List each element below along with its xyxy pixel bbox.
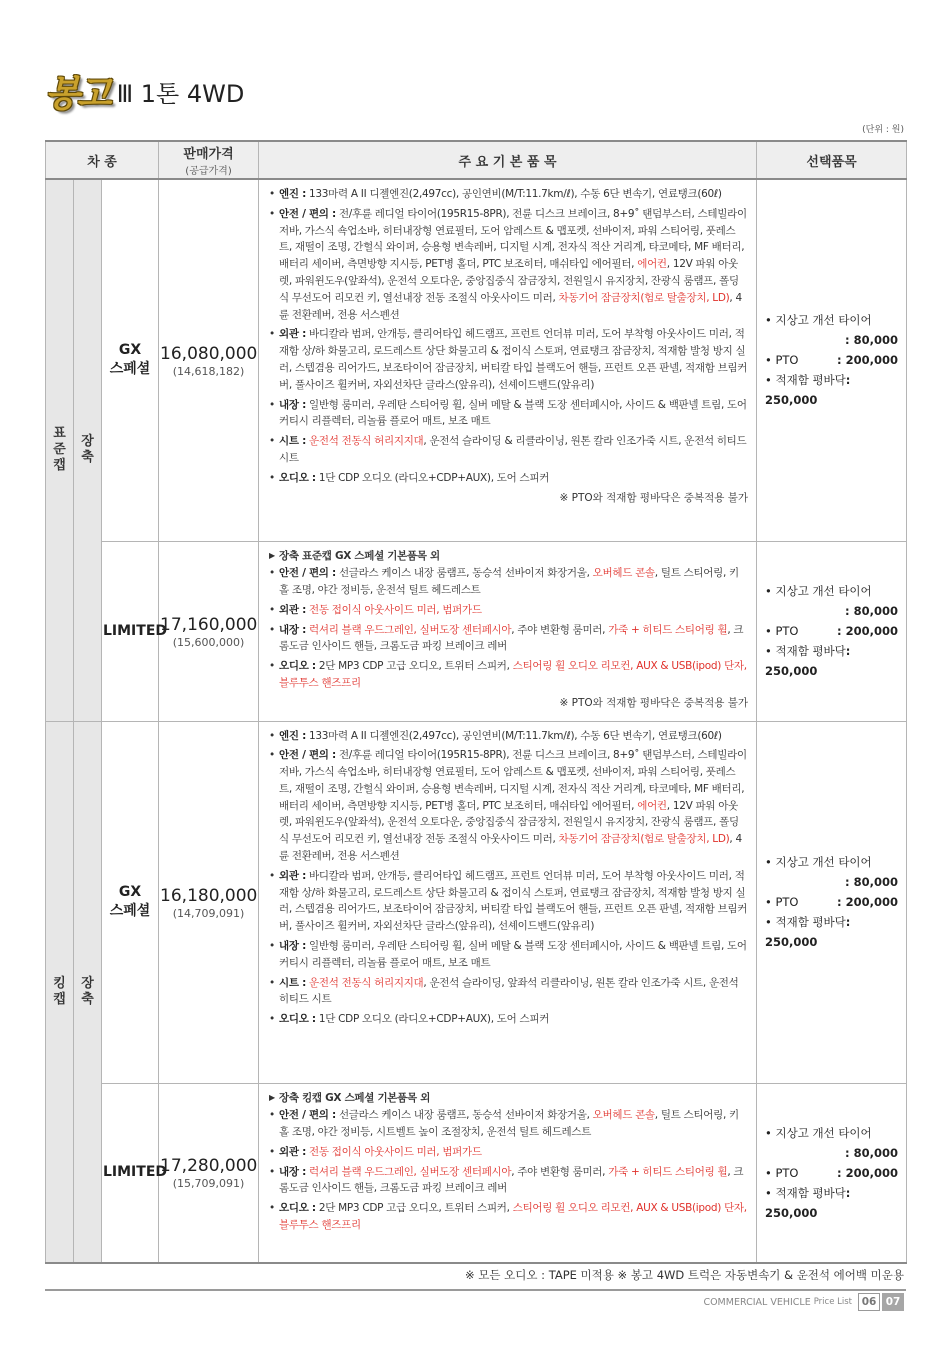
feature-audio: • 오디오 : 1단 CDP 오디오 (라디오+CDP+AUX), 도어 스피커 — [269, 1011, 748, 1028]
exclusive-note: ※ PTO와 적재함 평바닥은 중복적용 불가 — [559, 696, 749, 709]
table-header-row — [46, 141, 907, 179]
feature-exterior: • 외관 : 바디칼라 범퍼, 안개등, 클리어타입 헤드램프, 프런트 언더뷰 미러, 도어 부착형 아웃사이드 미러, 적재함 상/하 화물고리, 로드레스트 상단 화물고리 & 접이식 스토퍼, 연료탱크 잠금장치, 적재함 발청 방지 실러, 스텝겸용 리어가드, 보조타이어 잠금장치, 버티칼 타입 블랙도어 핸들, 프런트 오픈 판넬, 적재함 브림커버, 풀사이즈 휠커버, 자외선차단 글라스(앞유리), 선셰이드밴드(앞유리) — [269, 326, 748, 393]
exclusive-note: ※ PTO와 적재함 평바닥은 중복적용 불가 — [559, 491, 749, 504]
header-price-label: 판매가격 — [183, 147, 234, 162]
option-list: • 지상고 개선 타이어 : 80,000 • PTO : 200,000 • 적재함 평바닥: 250,000 — [757, 179, 907, 541]
option-list: • 지상고 개선 타이어 : 80,000 • PTO : 200,000 • 적재함 평바닥: 250,000 — [757, 1083, 907, 1263]
unit-label: (단위 : 원) — [862, 125, 904, 135]
table-row — [46, 721, 907, 1083]
price-table — [45, 140, 907, 1264]
header-model: 차 종 — [46, 141, 159, 179]
feature-interior: • 내장 : 일반형 룸미러, 우레탄 스티어링 휠, 실버 메탈 & 블랙 도장 센터페시아, 사이드 & 백판넬 트림, 도어커티시 리플렉터, 리놀륨 플로어 매트, 보조 매트 — [269, 938, 748, 972]
group-standard-cab: 표 준 캡 — [46, 179, 74, 721]
feature-base: ▶ 장축 킹캡 GX 스페셜 기본품목 외 — [269, 1090, 748, 1107]
price-value: 16,080,000 (14,618,182) — [159, 179, 259, 541]
model-title: Ⅲ 1톤 4WD — [116, 79, 245, 108]
group-king-cab: 킹 캡 — [46, 721, 74, 1263]
feature-audio: • 오디오 : 2단 MP3 CDP 고급 오디오, 트위터 스피커, 스티어링 휠 오디오 리모컨, AUX & USB(ipod) 단자, 블루투스 핸즈프리 — [269, 1200, 748, 1234]
feature-safety: • 안전 / 편의 : 전/후륜 레디얼 타이어(195R15-8PR), 전륜 디스크 브레이크, 8+9˚ 탠덤부스터, 스테빌라이저바, 가스식 쇽업소바, 히터내장형 연료필터, 도어 암레스트 & 맵포켓, 선바이저, 파워 스티어링, 풋레스트, 재떨이 조명, 간헐식 와이퍼, 승용형 변속레버, 디지털 시계, 전자식 적산 거리계, 타코메타, MF 배터리, 배터리 세이버, 측면방향 지시등, PET병 홀더, PTC 보조히터, 매쉬타입 에어필터, 에어컨, 12V 파워 아웃렛, 파워윈도우(앞좌석), 운전석 오토다운, 중앙집중식 잠금장치, 전원일시 유지장치, 잔광식 룸램프, 폴딩식 무선도어 리모컨 키, 열선내장 전동 조절식 아웃사이드 미러, 차동기어 잠금장치(험로 탈출장치, LD), 4륜 전환레버, 전용 서스펜션 — [269, 206, 748, 324]
feature-list — [259, 721, 757, 1083]
option-list: • 지상고 개선 타이어 : 80,000 • PTO : 200,000 • 적재함 평바닥: 250,000 — [757, 541, 907, 721]
feature-audio: • 오디오 : 1단 CDP 오디오 (라디오+CDP+AUX), 도어 스피커 — [269, 470, 748, 487]
feature-seat: • 시트 : 운전석 전동식 허리지지대, 운전석 슬라이딩 & 리클라이닝, 원톤 칼라 인조가죽 시트, 운전석 히티드 시트 — [269, 433, 748, 467]
price-value: 17,280,000 (15,709,091) — [159, 1083, 259, 1263]
feature-list — [259, 541, 757, 721]
feature-base: ▶ 장축 표준캡 GX 스페셜 기본품목 외 — [269, 548, 748, 565]
table-row — [46, 179, 907, 541]
price-value: 17,160,000 (15,600,000) — [159, 541, 259, 721]
feature-audio: • 오디오 : 2단 MP3 CDP 고급 오디오, 트위터 스피커, 스티어링 휠 오디오 리모컨, AUX & USB(ipod) 단자, 블루투스 핸즈프리 — [269, 658, 748, 692]
trim-name: GX 스페셜 — [102, 721, 159, 1083]
feature-safety: • 안전 / 편의 : 선글라스 케이스 내장 룸램프, 동승석 선바이저 화장거울, 오버헤드 콘솔, 틸트 스티어링, 키홀 조명, 야간 정비등, 시트벨트 높이 조절장치, 운전석 틸트 헤드레스트 — [269, 1107, 748, 1141]
feature-exterior: • 외관 : 전동 접이식 아웃사이드 미러, 범퍼가드 — [269, 1144, 748, 1161]
feature-safety: • 안전 / 편의 : 선글라스 케이스 내장 룸램프, 동승석 선바이저 화장거울, 오버헤드 콘솔, 틸트 스티어링, 키홀 조명, 야간 정비등, 운전석 틸트 헤드레스트 — [269, 565, 748, 599]
header-features: 주 요 기 본 품 목 — [259, 141, 757, 179]
feature-list — [259, 179, 757, 541]
feature-engine: • 엔진 : 133마력 A II 디젤엔진(2,497cc), 공인연비(M/T:11.7km/ℓ), 수동 6단 변속기, 연료탱크(60ℓ) — [269, 728, 748, 745]
price-value: 16,180,000 (14,709,091) — [159, 721, 259, 1083]
page-number-left: 06 — [858, 1293, 880, 1311]
trim-name: GX 스페셜 — [102, 179, 159, 541]
footer-note: ※ 모든 오디오 : TAPE 미적용 ※ 봉고 4WD 트럭은 자동변속기 & 운전석 에어백 미운용 — [465, 1268, 904, 1282]
header-price-sub: (공급가격) — [185, 166, 232, 177]
header-price — [159, 141, 259, 179]
table-row — [46, 1083, 907, 1263]
feature-seat: • 시트 : 운전석 전동식 허리지지대, 운전석 슬라이딩, 앞좌석 리클라이닝, 원톤 칼라 인조가죽 시트, 운전석 히티드 시트 — [269, 975, 748, 1009]
feature-exterior: • 외관 : 바디칼라 범퍼, 안개등, 클리어타입 헤드램프, 프런트 언더뷰 미러, 도어 부착형 아웃사이드 미러, 적재함 상/하 화물고리, 로드레스트 상단 화물고리 & 접이식 스토퍼, 연료탱크 잠금장치, 적재함 발청 방지 실러, 스텝겸용 리어가드, 보조타이어 잠금장치, 버티칼 타입 블랙도어 핸들, 프런트 오픈 판넬, 적재함 브림커버, 풀사이즈 휠커버, 자외선차단 글라스(앞유리), 선셰이드밴드(앞유리) — [269, 868, 748, 935]
brand-logo: 봉고 — [45, 73, 109, 115]
group-long-body: 장 축 — [74, 179, 102, 721]
page-title — [45, 66, 244, 116]
option-list: • 지상고 개선 타이어 : 80,000 • PTO : 200,000 • 적재함 평바닥: 250,000 — [757, 721, 907, 1083]
feature-exterior: • 외관 : 전동 접이식 아웃사이드 미러, 범퍼가드 — [269, 602, 748, 619]
group-long-body: 장 축 — [74, 721, 102, 1263]
feature-interior: • 내장 : 럭셔리 블랙 우드그레인, 실버도장 센터페시아, 주야 변환형 룸미러, 가죽 + 히티드 스티어링 휠, 크롬도금 인사이드 핸들, 크롬도금 파킹 브레이크 레버 — [269, 1164, 748, 1198]
feature-list — [259, 1083, 757, 1263]
trim-name: LIMITED — [102, 1083, 159, 1263]
footer-label-sub: Price List — [813, 1297, 852, 1307]
trim-name: LIMITED — [102, 541, 159, 721]
header-options: 선택품목 — [757, 141, 907, 179]
feature-interior: • 내장 : 럭셔리 블랙 우드그레인, 실버도장 센터페시아, 주야 변환형 룸미러, 가죽 + 히티드 스티어링 휠, 크롬도금 인사이드 핸들, 크롬도금 파킹 브레이크 레버 — [269, 622, 748, 656]
feature-engine: • 엔진 : 133마력 A II 디젤엔진(2,497cc), 공인연비(M/T:11.7km/ℓ), 수동 6단 변속기, 연료탱크(60ℓ) — [269, 186, 748, 203]
feature-interior: • 내장 : 일반형 룸미러, 우레탄 스티어링 휠, 실버 메탈 & 블랙 도장 센터페시아, 사이드 & 백판넬 트림, 도어커티시 리플렉터, 리놀륨 플로어 매트, 보조 매트 — [269, 397, 748, 431]
page-footer — [703, 1293, 904, 1311]
page-number-right: 07 — [882, 1293, 904, 1311]
footer-label: COMMERCIAL VEHICLE — [703, 1296, 811, 1308]
footer-divider — [45, 1289, 906, 1291]
feature-safety: • 안전 / 편의 : 전/후륜 레디얼 타이어(195R15-8PR), 전륜 디스크 브레이크, 8+9˚ 탠덤부스터, 스테빌라이저바, 가스식 쇽업소바, 히터내장형 연료필터, 도어 암레스트 & 맵포켓, 선바이저, 파워 스티어링, 풋레스트, 재떨이 조명, 간헐식 와이퍼, 승용형 변속레버, 디지털 시계, 전자식 적산 거리계, 타코메타, MF 배터리, 배터리 세이버, 측면방향 지시등, PET병 홀더, PTC 보조히터, 매쉬타입 에어필터, 에어컨, 12V 파워 아웃렛, 파워윈도우(앞좌석), 운전석 오토다운, 중앙집중식 잠금장치, 전원일시 유지장치, 잔광식 룸램프, 폴딩식 무선도어 리모컨 키, 열선내장 전동 조절식 아웃사이드 미러, 차동기어 잠금장치(험로 탈출장치, LD), 4륜 전환레버, 전용 서스펜션 — [269, 747, 748, 865]
table-row — [46, 541, 907, 721]
